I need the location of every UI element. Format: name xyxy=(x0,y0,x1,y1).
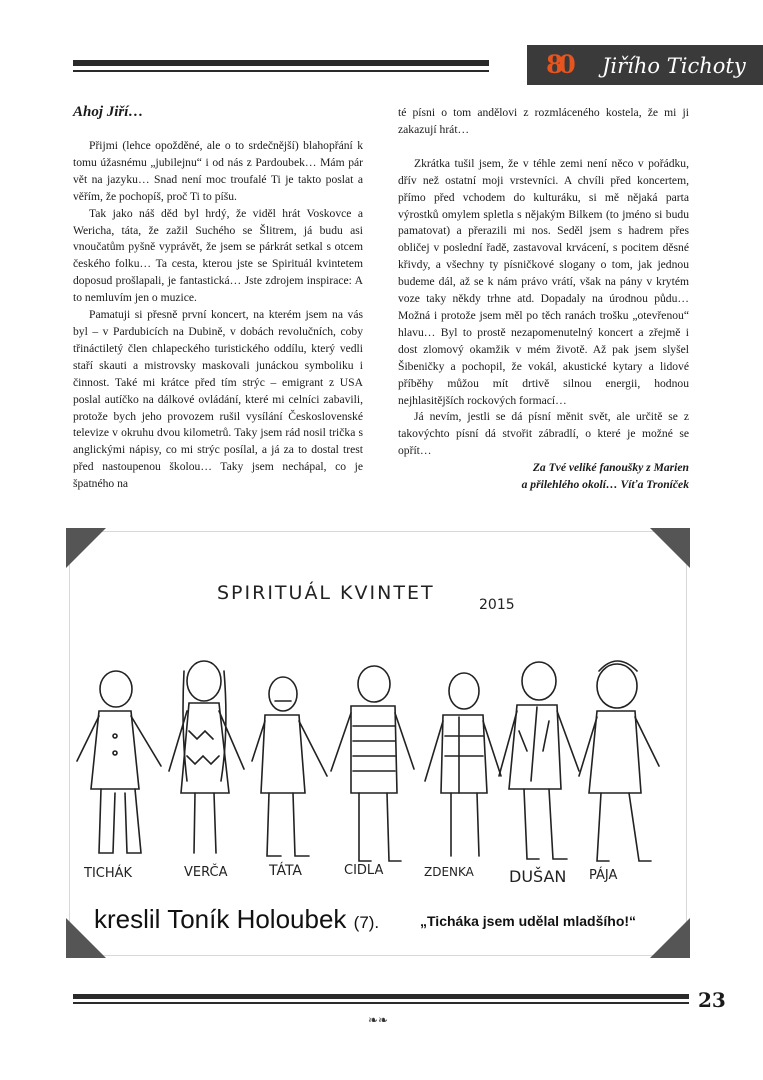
figure-tichak xyxy=(77,671,161,853)
paragraph: Pamatuji si přesně první koncert, na kterém jsem na vás byl – v Pardubicích na Dubině, v dobách revolučních, coby třináctiletý člen chlapeckého turistického oddílu, který vedli staří skauti a mistrovsky maskovali junáckou symboliku i činnost. Také mi krátce před tím strýc – emigrant z USA poslal autíčko na dálkové ovládání, které mi celníci zabavili, protože bych jeho provozem rušil vysílání Československé televize v okruhu dvou kilometrů. Taky jsem rád nosil trička s anglickými nápisy, co mi strýc posílal, a já za to dostal trest před nastoupenou školou… Taky jsem nechápal, co je špatného na xyxy=(73,308,363,491)
drawing-caption-quote: „Ticháka jsem udělal mladšího!“ xyxy=(420,913,637,929)
paragraph: Tak jako náš děd byl hrdý, že viděl hrát Voskovce a Wericha, táta, že zažil Suchého se Šlitrem, já budu asi vnoučatům pyšně vyprávět, že jsem se párkrát setkal s otcem českého folku… Ta cesta, kterou jste se Spirituál kvintetem doposud prošlapali, je fantastická… Jste zdrojem inspirace: A to nemluvím jen o muzice. xyxy=(73,206,363,305)
paragraph: Zkrátka tušil jsem, že v téhle zemi není něco v pořádku, dřív než ostatní moji vrstevníci. A chvíli před koncertem, přímo před vchodem do kulturáku, si mě nějaká parta výrostků omylem spletla s nějakým Bilkem (to jméno si budu pamatovat) a přerazili mi nos. Seděl jsem s hadrem přes obličej v poslední řadě, zastavoval krvácení, s pocitem děsné křivdy, a všechny ty písničkové slogany o tom, jak jednou budeme dál, až se k nám právo vrátí, však na pány v krytém voze taky někdy trhne atd. Dopadaly na úrodnou půdu… Možná i protože jsem měl po těch ranách trošku „otevřenou“ hlavu… Byl to prostě nezapomenutelný koncert a zřejmě i dost zlomový okamžik v mém životě. Až pak jsem slyšel Šibeničky a pochopil, že vokál, akustické kytary a lidové příběhy můžou mít drtivě silnou energii, hodnou nejhlasitějších rockových formací… xyxy=(398,156,689,407)
figure-paja xyxy=(579,661,659,861)
header-title: Jiřího Tichoty xyxy=(602,54,746,78)
figure-name: PÁJA xyxy=(589,868,618,883)
page-number: 23 xyxy=(698,988,726,1012)
paragraph: Já nevím, jestli se dá písní měnit svět, ale určitě se z takovýchto písní dá stvořit zábradlí, o které je možné se opřít… xyxy=(398,410,689,458)
child-drawing xyxy=(69,531,685,901)
footer-rule-thick xyxy=(73,994,689,999)
signature-line: Za Tvé veliké fanoušky z Marien xyxy=(532,461,689,475)
header-logo: 80 xyxy=(546,50,571,79)
paragraph: Přijmi (lehce opožděné, ale o to srdečnější) blahopřání k tomu úžasnému „jubilejnu“ i od nás z Pardoubek… Mám pár vět na jazyku… Snad není moc troufalé Ti je takto poslat a věřím, že pochopíš, proč Ti to píšu. xyxy=(73,139,363,203)
figure-name: TÁTA xyxy=(269,863,302,879)
signature-line: a přilehlého okolí… Víťa Troníček xyxy=(521,478,689,492)
figure-tata xyxy=(252,677,327,856)
figure-dusan xyxy=(499,662,579,859)
figure-cidla xyxy=(331,666,414,861)
figure-name: CIDLA xyxy=(344,863,384,878)
figure-name: DUŠAN xyxy=(509,867,567,886)
caption-age: (7). xyxy=(353,913,380,932)
paragraph: té písni o tom andělovi z rozmláceného kostela, že mi ji zakazují hrát… xyxy=(398,106,689,136)
figure-name: TICHÁK xyxy=(84,866,133,881)
figure-zdenka xyxy=(425,673,501,856)
figure-name: ZDENKA xyxy=(424,865,474,879)
figure-verca xyxy=(169,661,244,853)
drawing-caption xyxy=(94,904,379,935)
drawing-title: SPIRITUÁL KVINTET xyxy=(217,582,435,604)
footer-rule-thin xyxy=(73,1002,689,1004)
footer-ornament: ❧❧ xyxy=(368,1013,389,1027)
drawing-year: 2015 xyxy=(479,597,515,613)
caption-author: kreslil Toník Holoubek xyxy=(94,904,347,934)
salutation: Ahoj Jiří… xyxy=(73,104,144,120)
figure-name: VERČA xyxy=(184,865,228,880)
